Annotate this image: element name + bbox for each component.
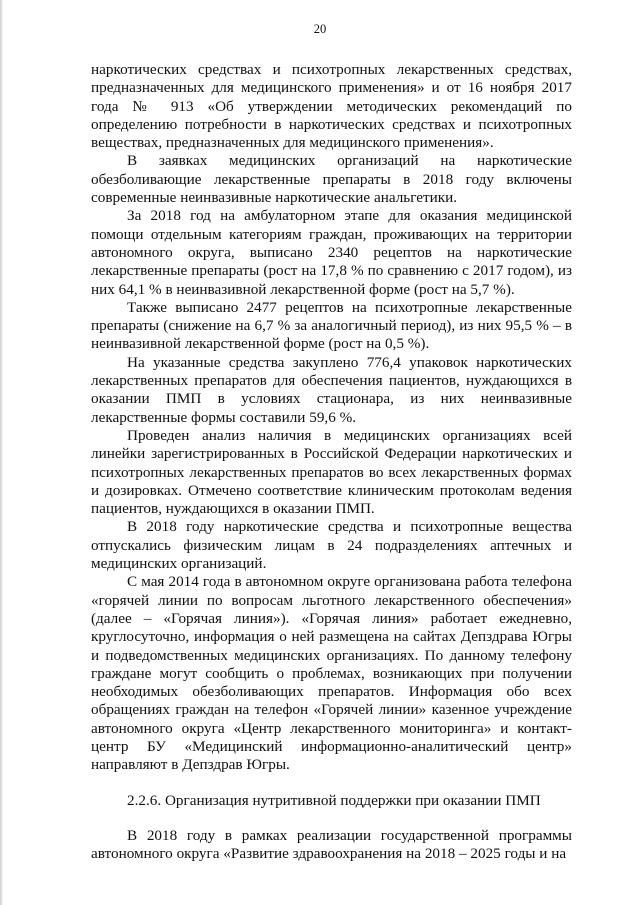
paragraph-analysis: Проведен анализ наличия в медицинских организациях всей линейки зарегистрированных в Российской Федерации наркотических и психотропных лекарственных препаратов во всех лекарственных формах и дозировках. Отмечено соответствие клиническим протоколам ведения пациентов, нуждающихся в оказании ПМП. [91,426,572,518]
page-number: 20 [313,22,327,36]
document-body [91,61,572,863]
paragraph-purchases: На указанные средства закуплено 776,4 упаковок наркотических лекарственных препаратов для обеспечения пациентов, нуждающихся в оказании ПМП в условиях стационара, из них неинвазивные лекарственные формы составили 59,6 %. [91,353,572,426]
paragraph-final: В 2018 году в рамках реализации государственной программы автономного округа «Развитие здравоохранения на 2018 – 2025 годы и на [91,826,572,863]
paragraph-applications: В заявках медицинских организаций на наркотические обезболивающие лекарственные препараты в 2018 году включены современные неинвазивные наркотические анальгетики. [91,152,572,207]
scan-edge [0,0,3,905]
paragraph-narcotic-prescriptions: За 2018 год на амбулаторном этапе для оказания медицинской помощи отдельным категориям граждан, проживающих на территории автономного округа, выписано 2340 рецептов на наркотические лекарственные препараты (рост на 17,8 % по сравнению с 2017 годом), из них 64,1 % в неинвазивной лекарственной форме (рост на 5,7 %). [91,207,572,298]
paragraph-continuation: наркотических средствах и психотропных лекарственных средствах, предназначенных для медицинского применения» и от 16 ноября 2017 года № 913 «Об утверждении методических рекомендаций по определению потребности в наркотических средствах и психотропных веществах, предназначенных для медицинского применения». [91,61,572,152]
section-heading: 2.2.6. Организация нутритивной поддержки при оказании ПМП [127,791,541,809]
paragraph-psychotropic-prescriptions: Также выписано 2477 рецептов на психотропные лекарственные препараты (снижение на 6,7 % за аналогичный период), из них 95,5 % – в неинвазивной лекарственной форме (рост на 0,5 %). [91,298,572,353]
paragraph-dispensing: В 2018 году наркотические средства и психотропные вещества отпускались физическим лицам в 24 подразделениях аптечных и медицинских организаций. [91,518,572,573]
paragraph-hotline: С мая 2014 года в автономном округе организована работа телефона «горячей линии по вопросам льготного лекарственного обеспечения» (далее – «Горячая линия»). «Горячая линия» работает ежедневно, круглосуточно, информация о ней размещена на сайтах Депздрава Югры и подведомственных медицинских организациях. По данному телефону граждане могут сообщить о проблемах, возникающих при получении необходимых обезболивающих препаратов. Информация обо всех обращениях граждан на телефон «Горячей линии» казенное учреждение автономного округа «Центр лекарственного мониторинга» и контакт-центр БУ «Медицинский информационно-аналитический центр» направляют в Депздрав Югры. [91,573,572,774]
